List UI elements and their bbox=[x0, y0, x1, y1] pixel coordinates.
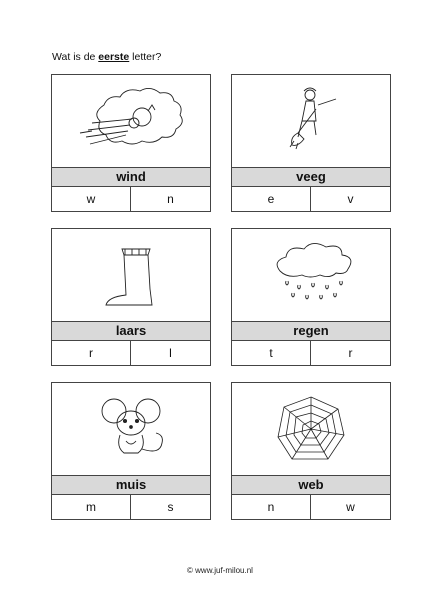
question-before: Wat is de bbox=[52, 51, 99, 63]
card-muis bbox=[51, 382, 211, 520]
spider-web-icon bbox=[232, 383, 390, 475]
card-word: wind bbox=[52, 167, 210, 187]
card-word: muis bbox=[52, 475, 210, 495]
option-right[interactable]: v bbox=[347, 192, 354, 206]
card-word: veeg bbox=[232, 167, 390, 187]
option-right[interactable]: r bbox=[348, 346, 353, 360]
option-right[interactable]: n bbox=[167, 192, 174, 206]
option-left[interactable]: t bbox=[232, 341, 311, 365]
card-veeg bbox=[231, 74, 391, 212]
card-laars bbox=[51, 228, 211, 366]
wind-cloud-icon bbox=[52, 75, 210, 167]
card-word: regen bbox=[232, 321, 390, 341]
option-left[interactable]: m bbox=[52, 495, 131, 519]
option-left[interactable]: w bbox=[52, 187, 131, 211]
card-word: web bbox=[232, 475, 390, 495]
question-after: letter? bbox=[129, 51, 162, 63]
option-right[interactable]: w bbox=[346, 500, 355, 514]
card-web bbox=[231, 382, 391, 520]
card-wind bbox=[51, 74, 211, 212]
card-regen bbox=[231, 228, 391, 366]
rain-cloud-icon bbox=[232, 229, 390, 321]
option-left[interactable]: e bbox=[232, 187, 311, 211]
mouse-icon bbox=[52, 383, 210, 475]
card-word: laars bbox=[52, 321, 210, 341]
boot-icon bbox=[52, 229, 210, 321]
option-left[interactable]: n bbox=[232, 495, 311, 519]
question-text bbox=[52, 51, 161, 63]
option-right[interactable]: s bbox=[167, 500, 174, 514]
sweeping-person-icon bbox=[232, 75, 390, 167]
question-emphasis: eerste bbox=[98, 51, 130, 63]
option-left[interactable]: r bbox=[52, 341, 131, 365]
footer-copyright: © www.juf-milou.nl bbox=[187, 566, 253, 575]
option-right[interactable]: l bbox=[169, 346, 172, 360]
